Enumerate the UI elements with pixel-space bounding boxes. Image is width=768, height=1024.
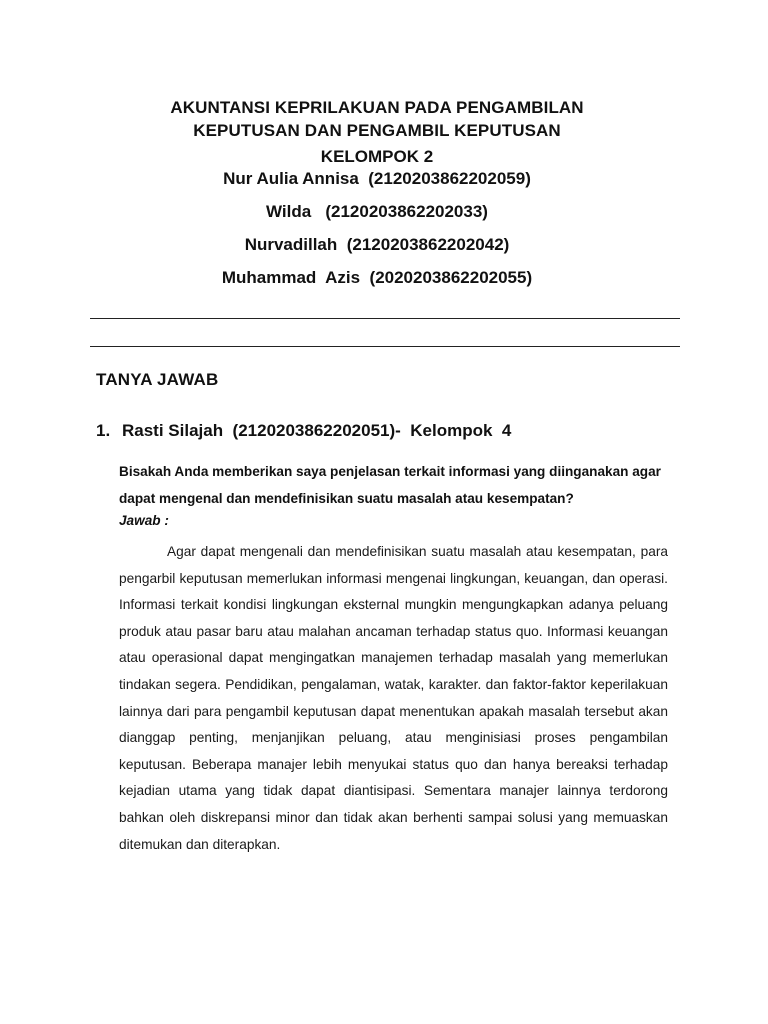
title-block [0,96,768,289]
answer-label: Jawab : [119,513,169,528]
group-name: KELOMPOK 2 [320,147,434,166]
member-3: Nurvadillah (2120203862202042) [244,235,510,254]
question-number: 1. [96,421,111,440]
question-text: Bisakah Anda memberikan saya penjelasan terkait informasi yang diinganakan agar dapat mengenal dan mendefinisikan suatu masalah atau kesempatan? [119,464,661,506]
document-title-line-1: AKUNTANSI KEPRILAKUAN PADA PENGAMBILAN [170,98,584,117]
member-list [0,168,768,289]
member-2: Wilda (2120203862202033) [266,202,488,221]
answer-paragraph: Agar dapat mengenali dan mendefinisikan suatu masalah atau kesempatan, para pengarbil keputusan memerlukan informasi mengenai lingkungan, keuangan, dan operasi. Informasi terkait kondisi lingkungan eksternal mungkin mengungkapkan adanya peluang produk atau pasar baru atau malahan ancaman terhadap status quo. Informasi keuangan atau operasional dapat mengingatkan manajemen terhadap masalah yang memerlukan tindakan segera. Pendidikan, pengalaman, watak, karakter. dan faktor-faktor keperilakuan lainnya dari para pengambil keputusan dapat menentukan apakah masalah tersebut akan dianggap penting, menjanjikan peluang, atau menginisiasi proses pengambilan keputusan. Beberapa manajer lebih menyukai status quo dan hanya bereaksi terhadap kejadian utama yang tidak dapat diantisipasi. Sementara manajer lainnya terdorong bahkan oleh diskrepansi minor dan tidak akan berhenti sampai solusi yang memuaskan ditemukan dan diterapkan. [119,544,668,852]
question-asker: Rasti Silajah (2120203862202051)- Kelompok 4 [122,421,512,440]
member-1: Nur Aulia Annisa (2120203862202059) [223,169,531,188]
question-heading [96,421,511,441]
document-title-line-2: KEPUTUSAN DAN PENGAMBIL KEPUTUSAN [193,121,561,140]
divider-bottom [90,346,680,347]
section-heading: TANYA JAWAB [96,370,219,389]
divider-top [90,318,680,319]
member-4: Muhammad Azis (2020203862202055) [221,268,533,287]
